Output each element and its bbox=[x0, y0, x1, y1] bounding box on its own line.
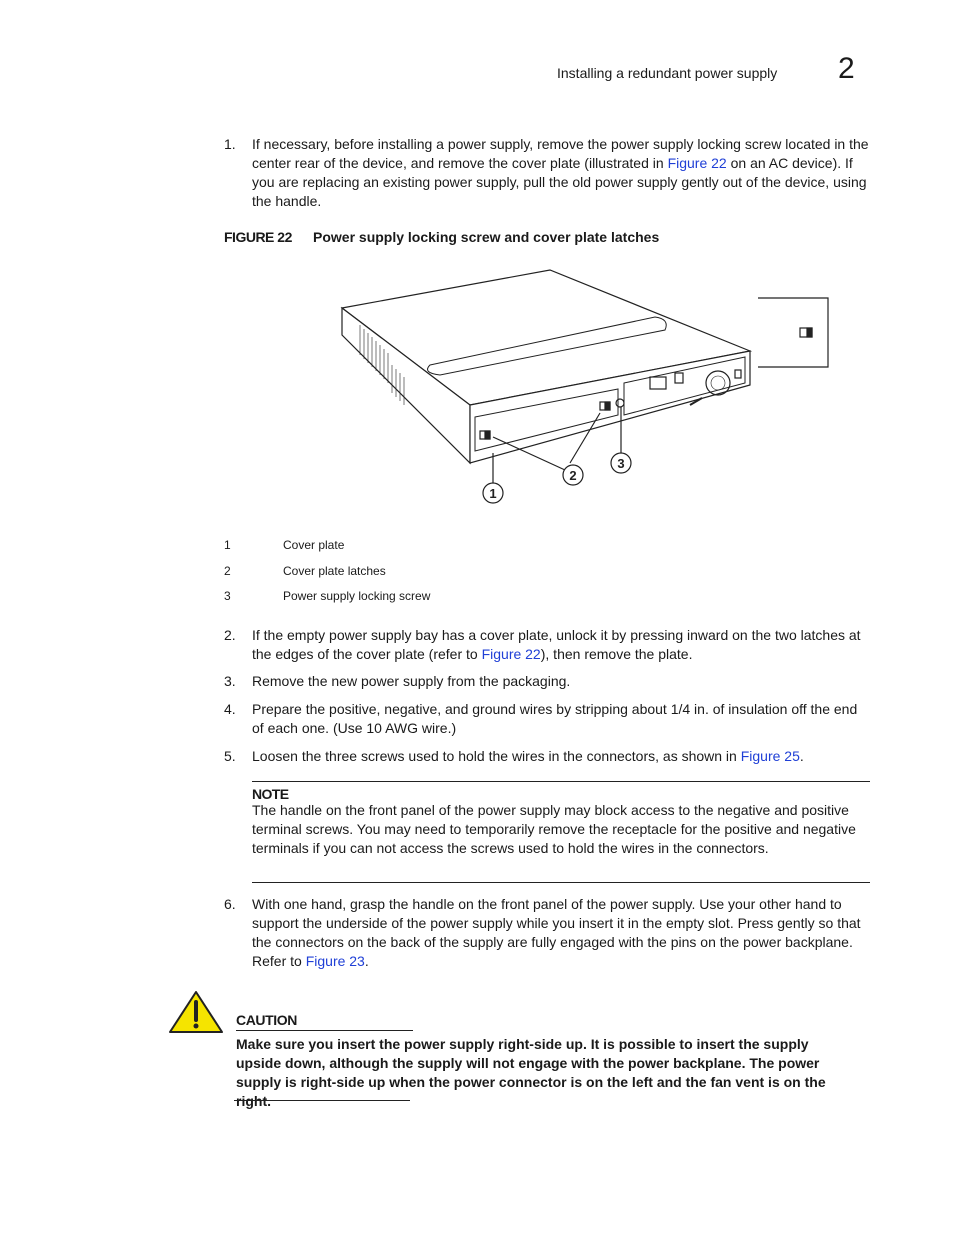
figure-22-link[interactable]: Figure 22 bbox=[481, 646, 541, 662]
step-text: Loosen the three screws used to hold the wires in the connectors, as shown in Figure 25. bbox=[252, 748, 804, 764]
step-5 bbox=[224, 747, 870, 767]
caution-top-rule bbox=[236, 1030, 413, 1031]
figure-23-link[interactable]: Figure 23 bbox=[305, 953, 365, 969]
step-text: If the empty power supply bay has a cover plate, unlock it by pressing inward on the two latches at the edges of the cover plate (refer to Figure 22), then remove the plate. bbox=[252, 627, 861, 662]
figure-label: FIGURE 22 bbox=[224, 229, 292, 245]
running-header: Installing a redundant power supply bbox=[557, 65, 778, 81]
note-body: The handle on the front panel of the power supply may block access to the negative and positive terminal screws. You may need to temporarily remove the receptacle for the positive and negative terminals if you can not access the screws used to hold the wires in the connectors. bbox=[252, 802, 856, 856]
callout-3: 3 bbox=[617, 456, 625, 471]
caution-bottom-rule bbox=[234, 1100, 410, 1101]
figure-title: Power supply locking screw and cover plate latches bbox=[313, 229, 660, 245]
step-6 bbox=[224, 895, 870, 975]
chapter-number: 2 bbox=[838, 52, 855, 85]
note-top-rule bbox=[252, 781, 870, 782]
step-4 bbox=[224, 700, 870, 740]
figure-caption bbox=[224, 229, 660, 245]
warning-triangle-icon bbox=[168, 990, 224, 1034]
step-2 bbox=[224, 626, 870, 666]
step-text: Prepare the positive, negative, and ground wires by stripping about 1/4 in. of insulation off the end of each one. (Use 10 AWG wire.) bbox=[252, 701, 858, 736]
callout-2: 2 bbox=[569, 468, 577, 483]
caution-body: Make sure you insert the power supply right-side up. It is possible to insert the supply upside down, although the supply will not engage with the power backplane. The power supply is right-side up when the power connector is on the left and the fan vent is on the right. bbox=[236, 1036, 826, 1109]
step-text: If necessary, before installing a power supply, remove the power supply locking screw located in the center rear of the device, and remove the cover plate (illustrated in Figure 22 on an AC device). If you are replacing an existing power supply, pull the old power supply gently out of the device, using the handle. bbox=[252, 136, 869, 209]
note-heading: NOTE bbox=[252, 786, 289, 802]
figure-22-link[interactable]: Figure 22 bbox=[667, 155, 727, 171]
step-number: 4. bbox=[224, 701, 236, 717]
caution-heading: CAUTION bbox=[236, 1012, 297, 1028]
step-number: 6. bbox=[224, 896, 236, 912]
note-bottom-rule bbox=[252, 882, 870, 883]
step-text: Remove the new power supply from the packaging. bbox=[252, 673, 571, 689]
callout-1: 1 bbox=[489, 486, 497, 501]
power-supply-illustration bbox=[330, 255, 830, 510]
step-number: 1. bbox=[224, 136, 236, 152]
figure-25-link[interactable]: Figure 25 bbox=[740, 748, 800, 764]
step-number: 2. bbox=[224, 627, 236, 643]
step-1 bbox=[224, 135, 870, 215]
step-number: 3. bbox=[224, 673, 236, 689]
step-3 bbox=[224, 672, 870, 692]
step-number: 5. bbox=[224, 748, 236, 764]
step-text: With one hand, grasp the handle on the front panel of the power supply. Use your other hand to support the underside of the power supply while you insert it in the empty slot. Press gently so that the connectors on the back of the supply are fully engaged with the pins on the power backplane. Refer to Figure 23. bbox=[252, 896, 861, 969]
